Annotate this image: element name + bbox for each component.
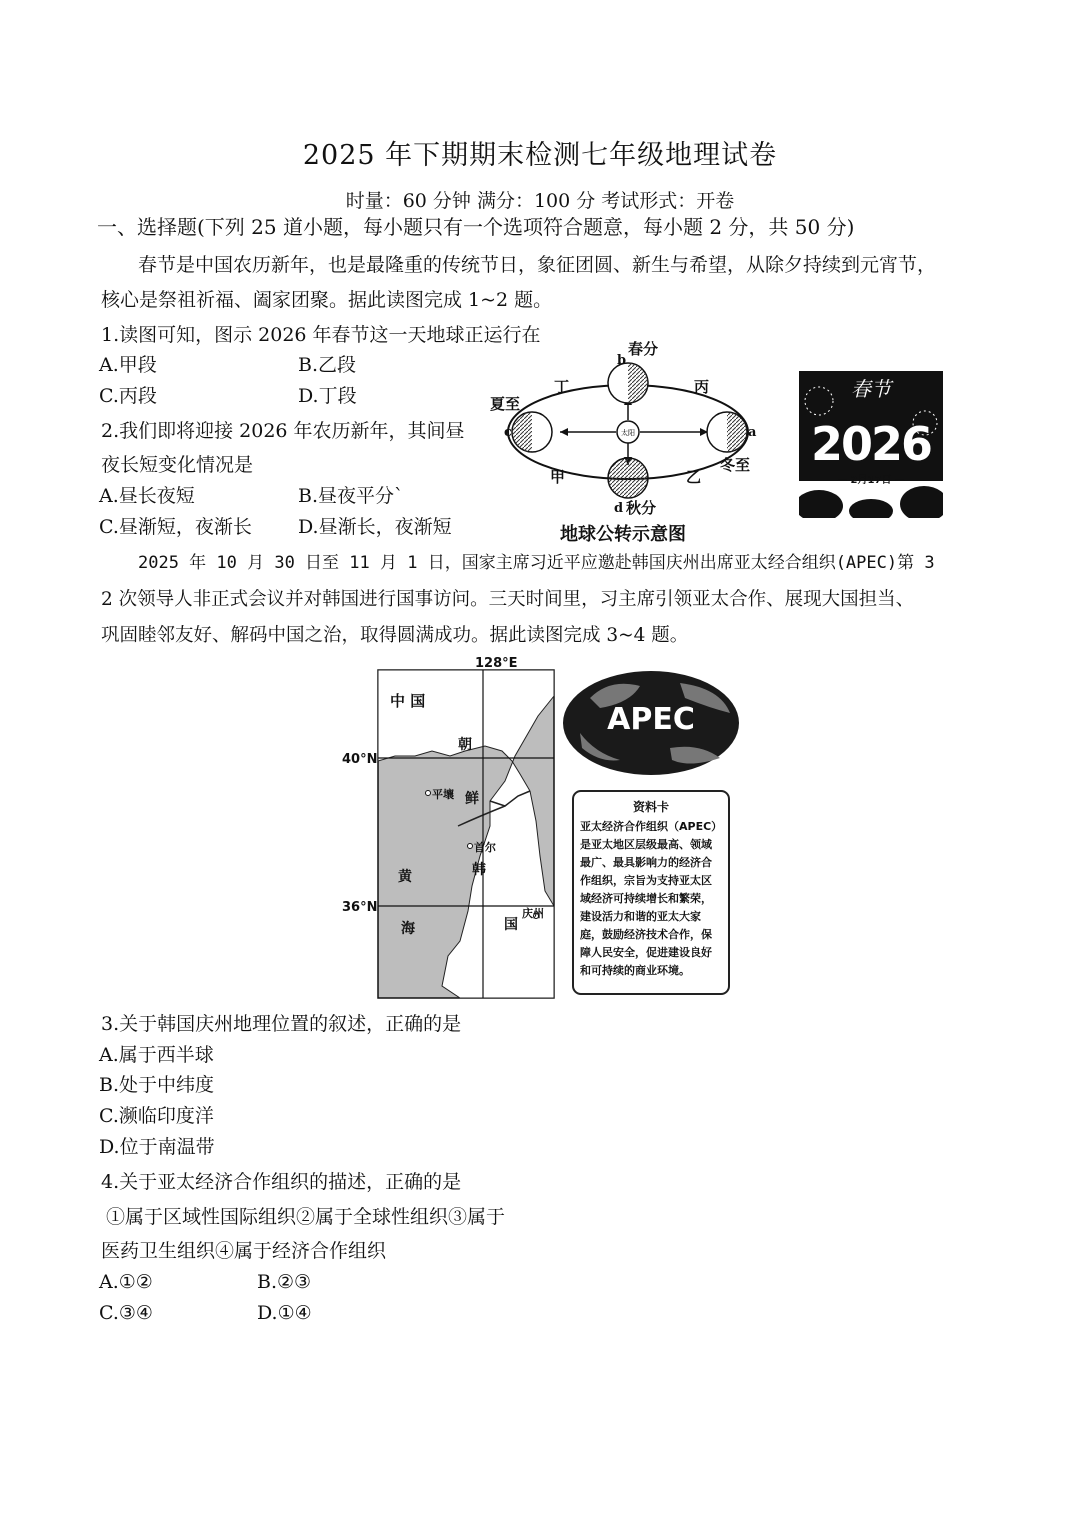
section-heading: 一、选择题(下列 25 道小题，每小题只有一个选项符合题意，每小题 2 分，共 50 分) [97, 215, 855, 239]
q3-option-a[interactable]: A.属于西半球 [99, 1044, 214, 1066]
q3-option-d[interactable]: D.位于南温带 [99, 1136, 215, 1158]
svg-text:丙: 丙 [694, 378, 710, 396]
info-card-body: 亚太经济合作组织（APEC）是亚太地区层级最高、领域最广、最具影响力的经济合作组织，宗旨为支持亚太区域经济可持续增长和繁荣，建设活力和谐的亚太大家庭，鼓励经济技术合作，保障人民安全，促进建设良好和可持续的商业环境。 [580, 820, 717, 977]
map-xian-label: 鲜 [465, 791, 479, 807]
q3-stem: 3.关于韩国庆州地理位置的叙述，正确的是 [101, 1013, 462, 1035]
earth-winter-icon [707, 412, 747, 452]
q2-option-b[interactable]: B.昼夜平分` [298, 485, 404, 507]
passage1-line2: 核心是祭祖祈福、阖家团聚。据此读图完成 1~2 题。 [101, 289, 553, 311]
q4-option-b[interactable]: B.②③ [257, 1271, 312, 1293]
svg-text:冬至: 冬至 [720, 456, 751, 474]
svg-text:d: d [614, 501, 624, 516]
apec-logo [560, 668, 742, 778]
svg-text:乙: 乙 [686, 468, 702, 486]
map-huang-label: 黄 [398, 869, 412, 885]
map-lat36-label: 36°N [342, 900, 378, 915]
q2-option-d[interactable]: D.昼渐长，夜渐短 [298, 516, 452, 538]
passage1-line1: 春节是中国农历新年，也是最隆重的传统节日，象征团圆、新生与希望，从除夕持续到元宵节， [138, 254, 937, 276]
q4-option-c[interactable]: C.③④ [99, 1302, 153, 1324]
exam-title: 2025 年下期期末检测七年级地理试卷 [302, 140, 778, 171]
q1-option-a[interactable]: A.甲段 [99, 354, 157, 376]
q1-option-c[interactable]: C.丙段 [99, 385, 157, 407]
map-qingzhou-label: 庆州 [522, 907, 544, 920]
poster-label: 春节 [851, 377, 891, 401]
map-chao-label: 朝 [458, 737, 472, 753]
poster-year: 2026 [810, 417, 932, 471]
svg-text:b: b [617, 353, 627, 368]
map-han-label: 韩 [472, 862, 486, 878]
korea-map [340, 656, 560, 1001]
map-lat40-label: 40°N [342, 752, 378, 767]
map-seoul-label: 首尔 [474, 841, 496, 854]
q2-stem-line1: 2.我们即将迎接 2026 年农历新年，其间昼 [101, 420, 465, 442]
map-guo-label: 国 [504, 917, 518, 933]
q3-option-b[interactable]: B.处于中纬度 [99, 1074, 215, 1096]
q1-option-b[interactable]: B.乙段 [298, 354, 357, 376]
svg-text:甲: 甲 [550, 468, 566, 486]
q4-statement-line2: 医药卫生组织④属于经济合作组织 [101, 1240, 387, 1262]
q4-statement-line1: ①属于区域性国际组织②属于全球性组织③属于 [106, 1206, 506, 1228]
earth-summer-icon [512, 412, 552, 452]
svg-text:太阳: 太阳 [621, 429, 635, 437]
passage2-line3: 巩固睦邻友好、解码中国之治，取得圆满成功。据此读图完成 3~4 题。 [101, 625, 689, 646]
q2-option-a[interactable]: A.昼长夜短 [99, 485, 195, 507]
passage2-line1: 2025 年 10 月 30 日至 11 月 1 日，国家主席习近平应邀赴韩国庆州出席亚太经合组织(APEC)第 3 [138, 553, 935, 573]
map-china-label: 中 国 [390, 692, 426, 710]
passage2-line2: 2 次领导人非正式会议并对韩国进行国事访问。三天时间里，习主席引领亚太合作、展现大国担当、 [101, 589, 915, 610]
map-pyongyang-label: 平壤 [432, 788, 454, 801]
q4-option-d[interactable]: D.①④ [257, 1302, 312, 1324]
info-card-title: 资料卡 [632, 800, 669, 814]
map-longitude-label: 128°E [475, 656, 518, 671]
orbit-caption: 地球公转示意图 [560, 524, 686, 545]
svg-text:丁: 丁 [554, 378, 570, 396]
q1-option-d[interactable]: D.丁段 [298, 385, 357, 407]
q4-option-a[interactable]: A.①② [99, 1271, 153, 1293]
svg-text:秋分: 秋分 [626, 499, 657, 517]
svg-text:c: c [504, 425, 512, 440]
q3-option-c[interactable]: C.濒临印度洋 [99, 1105, 214, 1127]
q1-stem: 1.读图可知，图示 2026 年春节这一天地球正运行在 [101, 324, 541, 346]
map-hai-label: 海 [401, 921, 415, 937]
svg-text:春分: 春分 [628, 340, 659, 358]
earth-orbit-diagram [480, 335, 780, 550]
spring-festival-poster [799, 371, 943, 518]
q2-stem-line2: 夜长短变化情况是 [101, 454, 254, 476]
apec-logo-text: APEC [607, 702, 695, 737]
poster-date: — 2月17日 — [837, 475, 905, 486]
q4-stem: 4.关于亚太经济合作组织的描述，正确的是 [101, 1171, 462, 1193]
earth-spring-icon [608, 363, 648, 403]
svg-text:a: a [748, 425, 757, 440]
exam-meta: 时量：60 分钟 满分：100 分 考试形式：开卷 [345, 190, 735, 212]
info-card [572, 790, 730, 995]
svg-text:夏至: 夏至 [490, 395, 521, 413]
q2-option-c[interactable]: C.昼渐短，夜渐长 [99, 516, 252, 538]
earth-autumn-icon [608, 458, 648, 498]
